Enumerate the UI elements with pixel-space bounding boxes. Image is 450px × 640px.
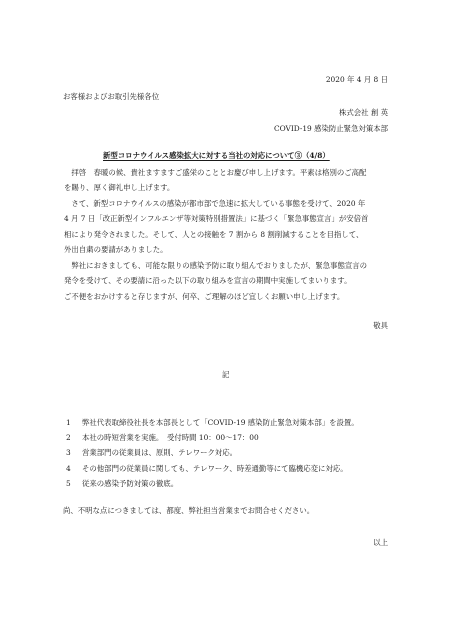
list-item-text: 弊社代表取締役社長を本部長として「COVID-19 感染防止緊急対策本部」を設置。 <box>82 418 359 427</box>
paragraph-line: 弊社におきましても、可能な限りの感染予防に取り組んでおりましたが、緊急事態宣言の <box>64 261 368 270</box>
paragraph-line: を賜り、厚く御礼申し上げます。 <box>64 183 175 193</box>
list-item-number: 5 <box>66 478 71 488</box>
list-item-number: 3 <box>66 448 71 458</box>
list-item <box>64 433 384 448</box>
paragraph-line: 発令を受けて、その要請に沿った以下の取り組みを宣言の期間中実施してまいります。 <box>64 276 352 286</box>
paragraph-line: 拝啓 春暖の候、貴社ますますご盛栄のこととお慶び申し上げます。平素は格別のご高配 <box>64 168 367 177</box>
paragraph-line: さて、新型コロナウイルスの感染が都市部で急速に拡大している事態を受けて、2020 年 <box>64 199 366 208</box>
list-item-text: 本社の時短営業を実施。 受付時間 10：00～17：00 <box>82 433 259 443</box>
list-item <box>64 448 384 463</box>
list-item <box>64 418 384 433</box>
closing-keigu: 敬具 <box>373 321 388 330</box>
list-item-number: 2 <box>66 433 71 443</box>
document-date: 2020 年 4 月 8 日 <box>325 75 388 84</box>
document-title: 新型コロナウイルス感染拡大に対する当社の対応について③（4/8） <box>103 151 330 160</box>
list-item-number: 1 <box>66 418 71 427</box>
paragraph-line: 相により発令されました。そして、人との接触を 7 割から 8 割削減することを目指して、 <box>64 229 364 239</box>
department-name: COVID-19 感染防止緊急対策本部 <box>273 124 388 133</box>
recipient-line: お客様およびお取引先様各位 <box>63 92 160 101</box>
contact-note: 尚、不明な点につきましては、都度、弊社担当営業までお問合せください。 <box>63 506 315 515</box>
paragraph-greeting <box>64 165 387 196</box>
list-item <box>64 464 384 479</box>
list-item-text: その他部門の従業員に関しても、テレワーク、時差通勤等にて臨機応変に対応。 <box>82 463 348 473</box>
closing-ijou: 以上 <box>373 538 388 547</box>
paragraph-line: 4 月 7 日「改正新型インフルエンザ等対策特別措置法」に基づく「緊急事態宣言」が安倍首 <box>64 214 369 224</box>
list-item <box>64 479 384 494</box>
list-item-text: 従来の感染予防対策の徹底。 <box>82 478 179 488</box>
paragraph-situation <box>64 196 387 258</box>
ki-heading: 記 <box>222 370 230 379</box>
company-name: 株式会社 創 英 <box>338 108 388 117</box>
paragraph-response <box>64 258 387 304</box>
paragraph-line: ご不便をおかけすると存じますが、何卒、ご理解のほど宜しくお願い申し上げます。 <box>64 291 345 301</box>
list-item-text: 営業部門の従業員は、原則、テレワーク対応。 <box>82 448 238 458</box>
measures-list <box>64 418 384 494</box>
paragraph-line: 外出自粛の要請がありました。 <box>64 245 168 255</box>
list-item-number: 4 <box>66 463 71 473</box>
